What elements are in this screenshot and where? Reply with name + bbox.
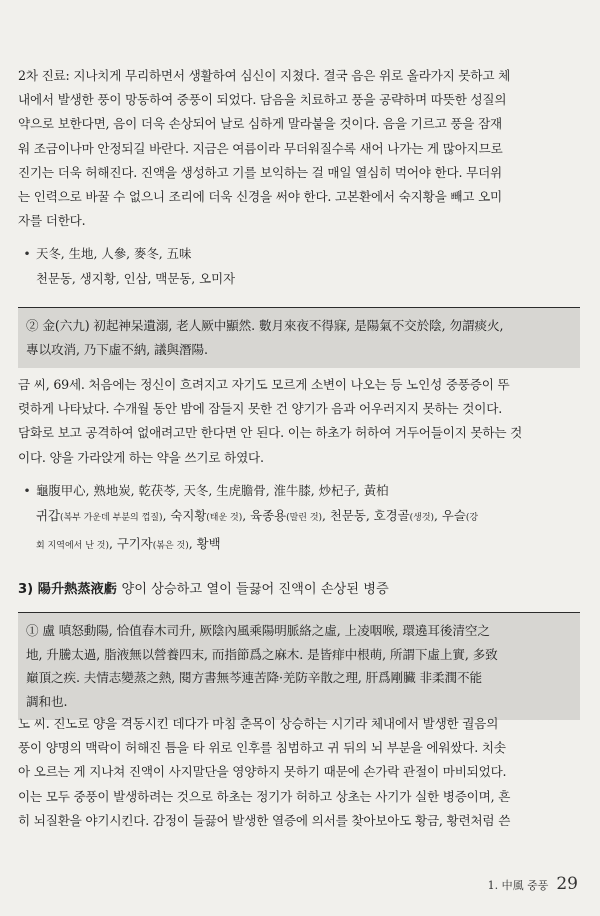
herb-korean-line-1: 귀갑(복부 가운데 부분의 껍질), 숙지황(태운 것), 육종용(말린 것), 천문동, 호경골(생것), 우슬(강 <box>36 508 479 523</box>
paragraph-case-1 <box>18 712 580 833</box>
section-heading <box>18 578 580 597</box>
bullet-icon: • <box>23 483 31 498</box>
text-line: 진기는 더욱 허해진다. 진액을 생성하고 기를 보익하는 걸 매일 열심히 먹어야 한다. 무더위 <box>18 164 503 180</box>
quote-line: ① 盧 嗔怒動陽, 恰值春木司升, 厥陰內風乘陽明脈絡之虛, 上凌咽喉, 環遶耳後清空之 <box>26 623 490 638</box>
herb-chinese: 龜腹甲心, 熟地炭, 乾茯苓, 天冬, 生虎膽骨, 淮牛膝, 炒杞子, 黃柏 <box>36 483 389 498</box>
text-line: 담화로 보고 공격하여 없애려고만 한다면 안 된다. 이는 하초가 허하여 거두어들이지 못하는 것 <box>18 425 523 441</box>
bullet-icon: • <box>23 246 31 261</box>
page-footer <box>488 874 578 894</box>
quote-line: 巔頂之疾. 夫情志變蒸之熱, 閱方書無芩連苦降·羌防辛散之理, 肝爲剛臟 非柔潤不能 <box>26 670 483 685</box>
text-line: 아 오르는 게 지나쳐 진액이 사지말단을 영양하지 못하기 때문에 손가락 관절이 마비되었다. <box>18 764 507 780</box>
herb-korean: 천문동, 생지황, 인삼, 맥문동, 오미자 <box>36 271 236 286</box>
quote-line: 地, 升騰太過, 脂液無以營養四末, 而指節爲之麻木. 是皆痱中根萌, 所謂下虛上實, 多致 <box>26 646 498 662</box>
text-line: 노 씨. 진노로 양을 격동시킨 데다가 마침 춘목이 상승하는 시기라 체내에서 발생한 궐음의 <box>18 716 499 731</box>
case-quote-2 <box>18 307 580 368</box>
text-line: 2차 진료: 지나치게 무리하면서 생활하여 심신이 지쳤다. 결국 음은 위로 올라가지 못하고 체 <box>18 68 511 83</box>
heading-subtitle: 양이 상승하고 열이 들끓어 진액이 손상된 병증 <box>121 582 389 597</box>
running-footer-section: 1. 中風 중풍 <box>487 879 549 892</box>
herb-list-1 <box>18 241 580 291</box>
case-quote-1 <box>18 612 580 720</box>
herb-chinese: 天冬, 生地, 人參, 麥冬, 五味 <box>36 246 192 261</box>
quote-line: 專以攻消, 乃下虛不納, 議與潛陽. <box>26 341 208 357</box>
heading-number: 3) <box>18 582 34 597</box>
text-line: 내에서 발생한 풍이 망동하여 중풍이 되었다. 담음을 치료하고 풍을 공략하며 따뜻한 성질의 <box>18 92 507 108</box>
heading-title: 陽升熱蒸液虧 <box>37 582 117 597</box>
herb-list-2 <box>18 478 580 559</box>
text-line: 히 뇌질환을 야기시킨다. 감정이 들끓어 발생한 열증에 의서를 찾아보아도 황금, 황련처럼 쓴 <box>18 812 511 828</box>
paragraph-second-visit <box>18 64 580 233</box>
text-line: 약으로 보한다면, 음이 더욱 손상되어 날로 심하게 말라붙을 것이다. 음을 기르고 풍을 잠재 <box>18 116 503 132</box>
page-number: 29 <box>556 874 578 894</box>
herb-korean-line-2: 회 지역에서 난 것), 구기자(볶은 것), 황백 <box>36 536 221 551</box>
quote-line: ② 金(六九) 初起神呆遺溺, 老人厥中顯然. 數月來夜不得寐, 是陽氣不交於陰, 勿謂痰火, <box>26 318 504 333</box>
text-line: 금 씨, 69세. 처음에는 정신이 흐려지고 자기도 모르게 소변이 나오는 등 노인성 중풍증이 뚜 <box>18 377 510 392</box>
text-line: 워 조금이나마 안정되길 바란다. 지금은 여름이라 무더워질수록 새어 나가는 게 많아지므로 <box>18 140 503 156</box>
text-line: 풍이 양명의 맥락이 허해진 틈을 타 위로 인후를 침범하고 귀 뒤의 뇌 부분을 에워쌌다. 치솟 <box>18 740 506 756</box>
text-line: 자를 더한다. <box>18 213 86 229</box>
quote-line: 調和也. <box>26 693 68 709</box>
text-line: 이는 모두 중풍이 발생하려는 것으로 하초는 정기가 허하고 상초는 사기가 실한 병증이며, 흔 <box>18 788 511 804</box>
paragraph-case-2 <box>18 373 580 470</box>
text-line: 렷하게 나타났다. 수개월 동안 밤에 잠들지 못한 건 양기가 음과 어우러지지 못하는 것이다. <box>18 401 503 417</box>
text-line: 이다. 양을 가라앉게 하는 약을 쓰기로 하였다. <box>18 449 264 465</box>
text-line: 는 인력으로 바꿀 수 없으니 조리에 더욱 신경을 써야 한다. 고본환에서 숙지황을 빼고 오미 <box>18 189 503 205</box>
